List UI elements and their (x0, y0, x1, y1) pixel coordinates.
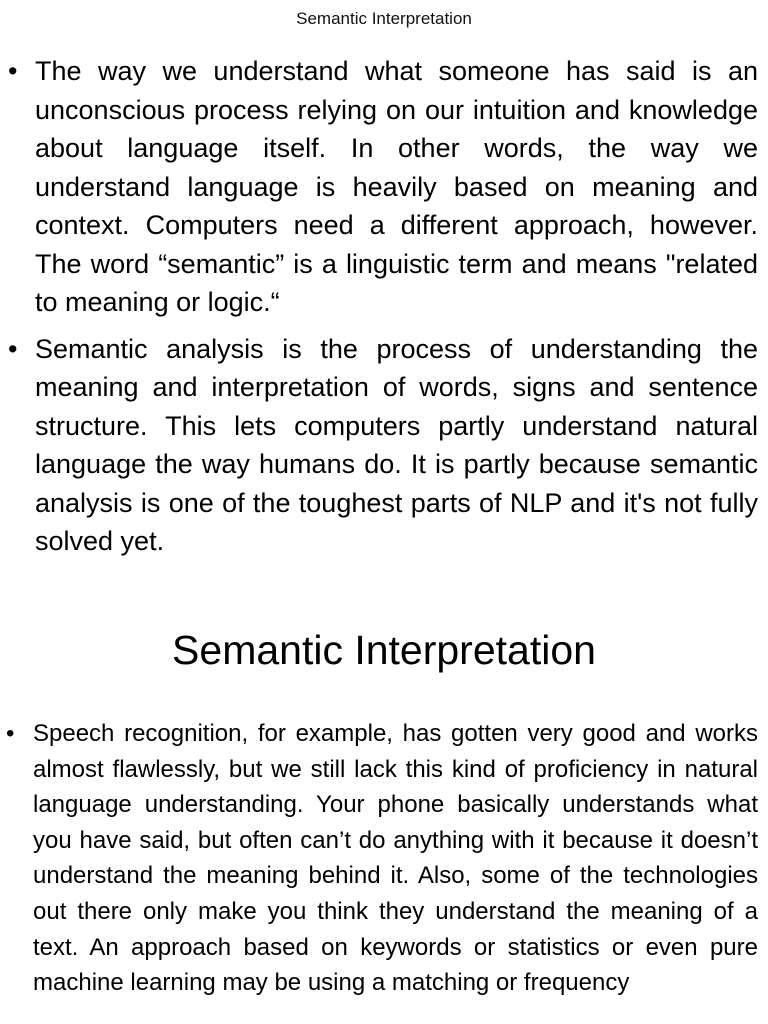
bullet-list-section-one (0, 52, 768, 569)
bullet-icon: • (8, 333, 18, 364)
bullet-item (0, 716, 768, 1001)
page-header-title: Semantic Interpretation (296, 9, 472, 28)
bullet-item (0, 330, 768, 561)
bullet-text: Speech recognition, for example, has gotten very good and works almost flawlessly, but we still lack this kind of proficiency in natural language understanding. Your phone basically understands what you have said, but often can’t do anything with it because it doesn’t understand the meaning behind it. Also, some of the technologies out there only make you think they understand the meaning of a text. An approach based on keywords or statistics or even pure machine learning may be using a matching or frequency (33, 720, 758, 997)
bullet-text: Semantic analysis is the process of understanding the meaning and interpretation of words, signs and sentence structure. This lets computers partly understand natural language the way humans do. It is partly because semantic analysis is one of the toughest parts of NLP and it's not fully solved yet. (35, 333, 758, 556)
bullet-item (0, 52, 768, 322)
bullet-icon: • (8, 56, 18, 86)
bullet-icon: • (6, 720, 15, 747)
bullet-text: The way we understand what someone has said is an unconscious process relying on our intuition and knowledge about language itself. In other words, the way we understand language is heavily based on meaning and context. Computers need a different approach, however. The word “semantic” is a linguistic term and means "related to meaning or logic.“ (35, 56, 758, 317)
section-title: Semantic Interpretation (172, 627, 596, 673)
bullet-list-section-two (0, 716, 768, 1001)
